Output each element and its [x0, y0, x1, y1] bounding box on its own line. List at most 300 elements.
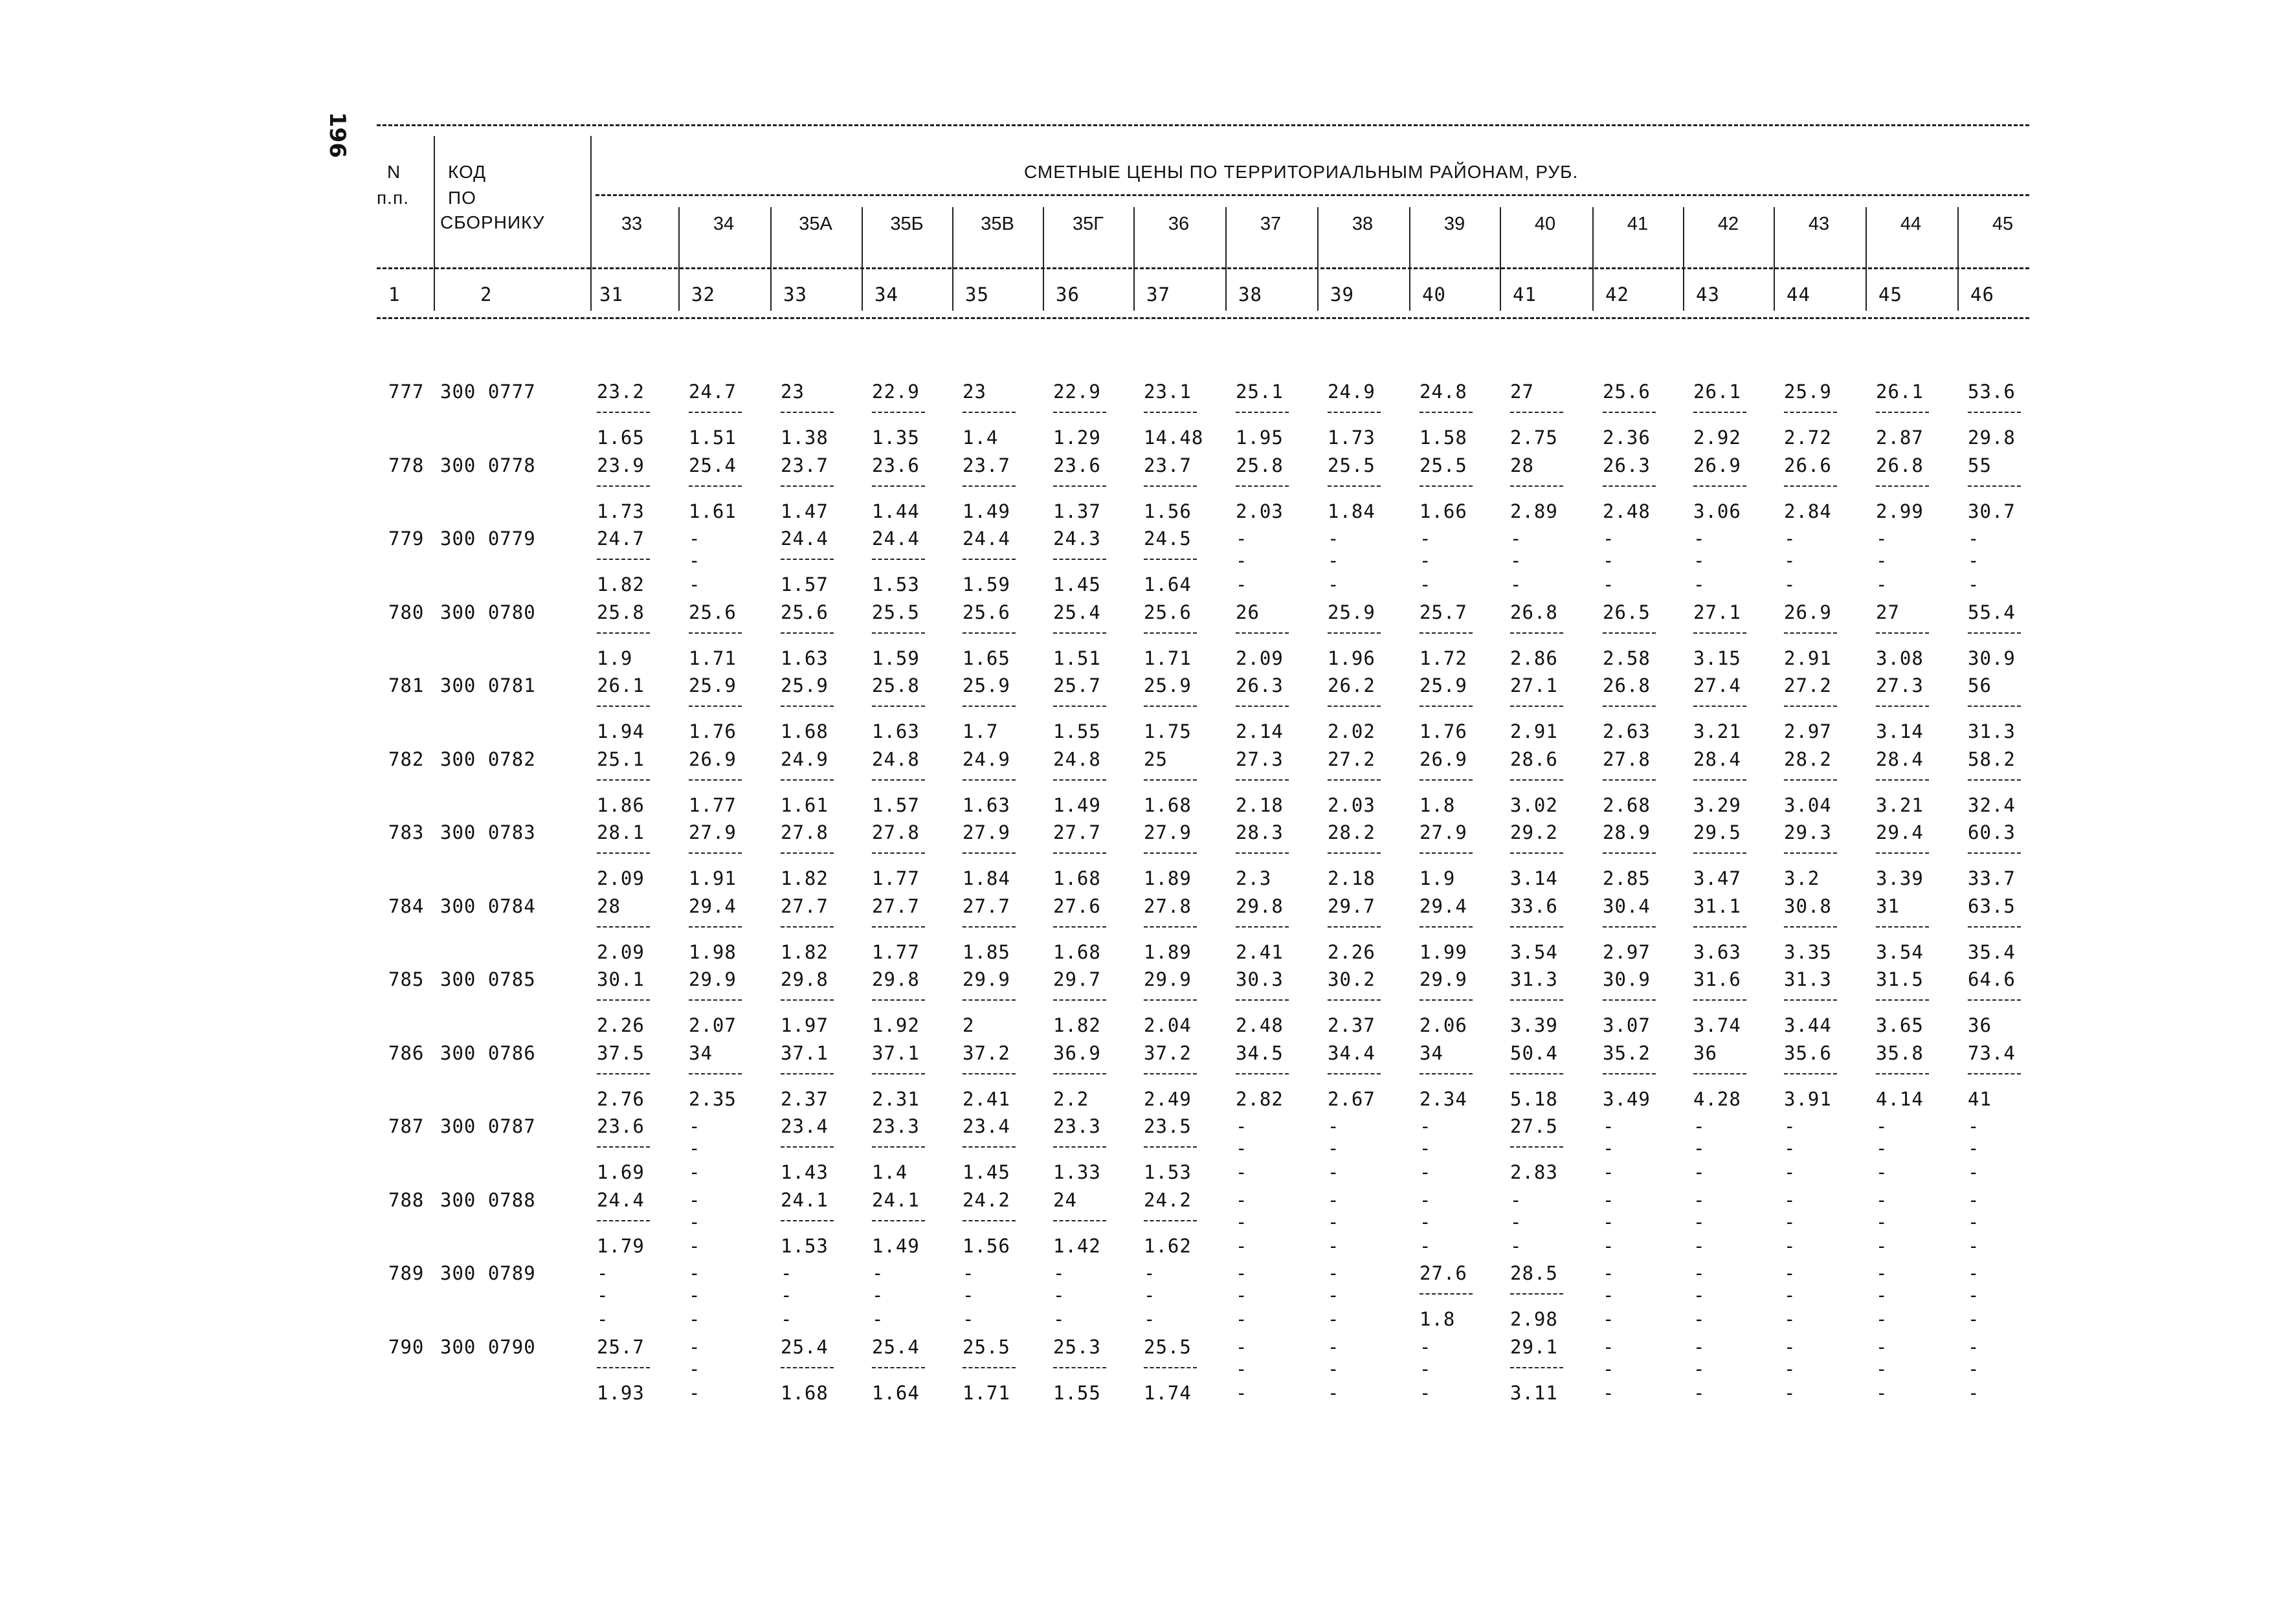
fraction-rule [1603, 852, 1656, 854]
fraction-rule [1236, 485, 1289, 487]
price-bottom: - [1420, 1161, 1432, 1183]
price-top: - [1603, 1115, 1615, 1137]
price-top: 24.9 [781, 748, 829, 770]
price-bottom: 3.21 [1693, 720, 1741, 742]
price-bottom: 1.37 [1053, 500, 1101, 522]
district-header: 41 [1627, 214, 1649, 234]
price-top: 56 [1968, 674, 1992, 696]
fraction-rule [963, 485, 1016, 487]
price-top: 26.9 [689, 748, 737, 770]
price-top: 27.4 [1693, 674, 1741, 696]
fraction-rule [1510, 1293, 1563, 1295]
price-bottom: 3.49 [1603, 1087, 1651, 1110]
price-top: 27.2 [1784, 674, 1832, 696]
fraction-rule [1603, 999, 1656, 1001]
price-top: - [1784, 1115, 1796, 1137]
fraction-rule [963, 706, 1016, 707]
price-bottom: 2.3 [1236, 867, 1272, 889]
price-bottom: 1.76 [1420, 720, 1467, 742]
fraction-rule [1510, 632, 1563, 634]
price-bottom: - [1968, 1381, 1980, 1404]
price-bottom: 1.86 [597, 794, 645, 816]
row-number: 781 [388, 674, 425, 696]
price-bottom: 2.63 [1603, 720, 1651, 742]
price-bottom: 1.77 [872, 940, 920, 963]
column-number: 42 [1605, 284, 1629, 306]
price-bottom: 1.53 [1144, 1161, 1192, 1183]
fraction-rule [1144, 485, 1197, 487]
fraction-rule [1693, 926, 1746, 928]
price-top: 23.5 [1144, 1115, 1192, 1137]
price-top: - [689, 1188, 701, 1211]
price-top: 29.9 [1420, 968, 1467, 990]
price-top: 34 [689, 1041, 713, 1064]
header-top-rule [377, 124, 2029, 126]
fraction-rule [781, 999, 834, 1001]
fraction-rule: - [689, 1137, 701, 1159]
price-bottom: 2.97 [1784, 720, 1832, 742]
fraction-rule [872, 485, 925, 487]
fraction-rule: - [597, 1284, 609, 1306]
fraction-rule [1784, 926, 1837, 928]
price-top: 29.8 [872, 968, 920, 990]
price-bottom: 2.99 [1876, 500, 1924, 522]
fraction-rule: - [689, 1284, 701, 1306]
price-bottom: - [1693, 573, 1706, 595]
price-top: - [1693, 1115, 1706, 1137]
price-bottom: - [1876, 1161, 1888, 1183]
fraction-rule [1420, 999, 1473, 1001]
fraction-rule: - [1510, 1210, 1522, 1233]
row-number: 779 [388, 528, 425, 550]
price-bottom: 3.21 [1876, 794, 1924, 816]
fraction-rule: - [1420, 550, 1432, 572]
price-top: - [1236, 528, 1248, 550]
fraction-rule: - [1968, 1137, 1980, 1159]
price-bottom: 1.45 [1053, 573, 1101, 595]
fraction-rule [1693, 485, 1746, 487]
col-n-label-2: п.п. [377, 188, 409, 208]
district-header: 40 [1534, 214, 1556, 234]
price-bottom: 1.63 [872, 720, 920, 742]
fraction-rule [1693, 706, 1746, 707]
price-bottom: 2.91 [1784, 647, 1832, 669]
price-bottom: - [1784, 1161, 1796, 1183]
price-bottom: 3.74 [1693, 1014, 1741, 1036]
row-number: 788 [388, 1188, 425, 1211]
fraction-rule [689, 999, 742, 1001]
price-bottom: - [597, 1308, 609, 1330]
price-bottom: 3.63 [1693, 940, 1741, 963]
price-top: 25.6 [963, 601, 1010, 623]
price-bottom: 31.3 [1968, 720, 2016, 742]
price-top: 25.6 [689, 601, 737, 623]
fraction-rule [1603, 779, 1656, 781]
fraction-rule: - [689, 1210, 701, 1233]
fraction-rule [597, 412, 650, 413]
fraction-rule [872, 412, 925, 413]
fraction-rule [1053, 1367, 1106, 1368]
fraction-rule [1510, 999, 1563, 1001]
price-bottom: 1.53 [781, 1234, 829, 1257]
price-bottom: 2.14 [1236, 720, 1284, 742]
price-bottom: - [1784, 1381, 1796, 1404]
price-top: 29.8 [781, 968, 829, 990]
price-top: 23.6 [597, 1115, 645, 1137]
price-top: - [1236, 1262, 1248, 1284]
fraction-rule [689, 412, 742, 413]
price-top: - [1968, 1115, 1980, 1137]
district-separator [862, 207, 863, 311]
fraction-rule [1236, 632, 1289, 634]
price-bottom: - [1328, 1234, 1340, 1257]
price-bottom: 2.09 [597, 867, 645, 889]
price-bottom: 2.85 [1603, 867, 1651, 889]
price-top: 28.4 [1693, 748, 1741, 770]
price-bottom: - [1784, 1234, 1796, 1257]
fraction-rule [1784, 852, 1837, 854]
fraction-rule: - [872, 1284, 884, 1306]
row-code: 300 0777 [440, 381, 536, 403]
price-bottom: - [689, 573, 701, 595]
district-header: 38 [1352, 214, 1374, 234]
fraction-rule [1328, 1073, 1381, 1074]
price-top: 26.9 [1693, 454, 1741, 476]
price-top: - [1328, 1188, 1340, 1211]
price-bottom: 2.91 [1510, 720, 1558, 742]
fraction-rule [597, 485, 650, 487]
price-bottom: 1.84 [1328, 500, 1375, 522]
price-bottom: 2.68 [1603, 794, 1651, 816]
price-bottom: 2.03 [1236, 500, 1284, 522]
price-bottom: 3.54 [1876, 940, 1924, 963]
header-mid-rule [596, 194, 2029, 196]
price-bottom: 2.06 [1420, 1014, 1467, 1036]
fraction-rule [1968, 1073, 2021, 1074]
price-bottom: - [689, 1234, 701, 1257]
row-code: 300 0779 [440, 528, 536, 550]
fraction-rule: - [1693, 1357, 1706, 1380]
fraction-rule: - [1693, 1210, 1706, 1233]
price-top: - [1236, 1115, 1248, 1137]
price-bottom: 1.77 [689, 794, 737, 816]
price-top: 24 [1053, 1188, 1077, 1211]
fraction-rule [1420, 485, 1473, 487]
row-number: 780 [388, 601, 425, 623]
price-top: - [1968, 1188, 1980, 1211]
fraction-rule [1876, 999, 1929, 1001]
row-number: 784 [388, 895, 425, 917]
price-bottom: 1.9 [1420, 867, 1456, 889]
fraction-rule [1693, 632, 1746, 634]
price-top: 25.4 [689, 454, 737, 476]
price-top: 24.1 [781, 1188, 829, 1211]
fraction-rule [1053, 852, 1106, 854]
price-bottom: - [1693, 1161, 1706, 1183]
price-bottom: - [1603, 573, 1615, 595]
price-bottom: 1.63 [963, 794, 1010, 816]
fraction-rule [781, 779, 834, 781]
fraction-rule [1236, 999, 1289, 1001]
column-number: 46 [1970, 284, 1994, 306]
price-bottom: 36 [1968, 1014, 1992, 1036]
price-top: 30.8 [1784, 895, 1832, 917]
price-top: 28.9 [1603, 821, 1651, 843]
price-top: 27.1 [1693, 601, 1741, 623]
price-top: 24.1 [872, 1188, 920, 1211]
price-bottom: 3.44 [1784, 1014, 1832, 1036]
price-bottom: 3.02 [1510, 794, 1558, 816]
fraction-rule [1693, 999, 1746, 1001]
price-bottom: 2.48 [1236, 1014, 1284, 1036]
fraction-rule [1144, 1367, 1197, 1368]
fraction-rule [963, 412, 1016, 413]
price-top: 35.8 [1876, 1041, 1924, 1064]
fraction-rule [1784, 706, 1837, 707]
price-bottom: 2.83 [1510, 1161, 1558, 1183]
fraction-rule: - [1784, 1357, 1796, 1380]
price-bottom: 1.49 [963, 500, 1010, 522]
price-top: - [1053, 1262, 1065, 1284]
price-bottom: - [689, 1381, 701, 1404]
price-top: 24.8 [1420, 381, 1467, 403]
fraction-rule [597, 706, 650, 707]
fraction-rule: - [1693, 550, 1706, 572]
price-top: 23.9 [597, 454, 645, 476]
table-title: СМЕТНЫЕ ЦЕНЫ ПО ТЕРРИТОРИАЛЬНЫМ РАЙОНАМ, РУБ. [1024, 162, 1579, 182]
price-top: 27.5 [1510, 1115, 1558, 1137]
price-top: 58.2 [1968, 748, 2016, 770]
price-bottom: - [1420, 1381, 1432, 1404]
fraction-rule [1053, 779, 1106, 781]
fraction-rule: - [1236, 1137, 1248, 1159]
row-code: 300 0784 [440, 895, 536, 917]
fraction-rule [1968, 632, 2021, 634]
price-bottom: 1.98 [689, 940, 737, 963]
fraction-rule: - [1784, 1210, 1796, 1233]
fraction-rule [1603, 412, 1656, 413]
price-bottom: 2.89 [1510, 500, 1558, 522]
price-top: 27.3 [1876, 674, 1924, 696]
price-bottom: 1.65 [597, 427, 645, 449]
price-bottom: 2.92 [1693, 427, 1741, 449]
price-top: 27.2 [1328, 748, 1375, 770]
fraction-rule [1144, 559, 1197, 560]
price-bottom: 1.71 [963, 1381, 1010, 1404]
price-bottom: 1.93 [597, 1381, 645, 1404]
fraction-rule [872, 852, 925, 854]
price-bottom: 1.89 [1144, 867, 1192, 889]
fraction-rule [1784, 779, 1837, 781]
price-bottom: 1.82 [781, 867, 829, 889]
price-bottom: 1.79 [597, 1234, 645, 1257]
column-number: 43 [1696, 284, 1720, 306]
fraction-rule [1328, 926, 1381, 928]
fraction-rule [1603, 706, 1656, 707]
fraction-rule: - [1693, 1137, 1706, 1159]
fraction-rule [1053, 559, 1106, 560]
price-top: 31.1 [1693, 895, 1741, 917]
price-bottom: 2.41 [1236, 940, 1284, 963]
district-header: 37 [1260, 214, 1282, 234]
price-top: 37.2 [1144, 1041, 1192, 1064]
district-header: 34 [713, 214, 735, 234]
price-bottom: 2.2 [1053, 1087, 1089, 1110]
fraction-rule [963, 1367, 1016, 1368]
price-top: - [1510, 528, 1522, 550]
price-bottom: 3.08 [1876, 647, 1924, 669]
fraction-rule [781, 1367, 834, 1368]
price-top: - [963, 1262, 975, 1284]
price-bottom: 2.04 [1144, 1014, 1192, 1036]
price-top: 30.4 [1603, 895, 1651, 917]
price-bottom: 1.94 [597, 720, 645, 742]
column-number: 1 [388, 284, 401, 306]
price-bottom: 1.59 [872, 647, 920, 669]
fraction-rule [963, 1220, 1016, 1221]
fraction-rule [1420, 779, 1473, 781]
price-top: 23.6 [1053, 454, 1101, 476]
price-top: 27.6 [1053, 895, 1101, 917]
price-top: 24.7 [597, 528, 645, 550]
fraction-rule: - [1420, 1210, 1432, 1233]
column-number: 31 [599, 284, 623, 306]
fraction-rule: - [1603, 1284, 1615, 1306]
row-number: 787 [388, 1115, 425, 1137]
price-top: - [597, 1262, 609, 1284]
fraction-rule [781, 1220, 834, 1221]
price-top: - [1603, 528, 1615, 550]
fraction-rule [1328, 706, 1381, 707]
fraction-rule [1144, 999, 1197, 1001]
fraction-rule [1603, 632, 1656, 634]
price-top: - [1328, 1335, 1340, 1358]
fraction-rule: - [1603, 1137, 1615, 1159]
price-top: 31.5 [1876, 968, 1924, 990]
price-top: 24.2 [963, 1188, 1010, 1211]
price-top: 23.7 [1144, 454, 1192, 476]
price-top: 26.8 [1603, 674, 1651, 696]
price-top: 27.8 [1144, 895, 1192, 917]
fraction-rule: - [1328, 550, 1340, 572]
fraction-rule [1510, 852, 1563, 854]
fraction-rule [597, 852, 650, 854]
price-bottom: 3.07 [1603, 1014, 1651, 1036]
price-bottom: 1.73 [1328, 427, 1375, 449]
fraction-rule [1053, 1073, 1106, 1074]
row-code: 300 0781 [440, 674, 536, 696]
price-bottom: - [1693, 1381, 1706, 1404]
price-bottom: 1.66 [1420, 500, 1467, 522]
price-bottom: 2.09 [1236, 647, 1284, 669]
price-bottom: 2.07 [689, 1014, 737, 1036]
district-header: 45 [1992, 214, 2014, 234]
column-number: 2 [480, 284, 493, 306]
price-bottom: 3.14 [1876, 720, 1924, 742]
price-top: 30.2 [1328, 968, 1375, 990]
price-bottom: 4.14 [1876, 1087, 1924, 1110]
column-number: 32 [691, 284, 715, 306]
fraction-rule [1144, 926, 1197, 928]
price-top: 73.4 [1968, 1041, 2016, 1064]
price-top: 23.6 [872, 454, 920, 476]
column-number: 45 [1878, 284, 1902, 306]
price-top: - [1603, 1335, 1615, 1358]
price-top: 25.4 [781, 1335, 829, 1358]
fraction-rule [1236, 852, 1289, 854]
price-bottom: 30.9 [1968, 647, 2016, 669]
price-bottom: 1.33 [1053, 1161, 1101, 1183]
price-bottom: 3.39 [1876, 867, 1924, 889]
price-bottom: 1.76 [689, 720, 737, 742]
fraction-rule [1603, 485, 1656, 487]
price-top: 23.7 [963, 454, 1010, 476]
price-top: 24.4 [872, 528, 920, 550]
fraction-rule [872, 706, 925, 707]
fraction-rule [1968, 706, 2021, 707]
price-bottom: 1.58 [1420, 427, 1467, 449]
fraction-rule: - [963, 1284, 975, 1306]
price-bottom: 2.35 [689, 1087, 737, 1110]
price-top: 28.3 [1236, 821, 1284, 843]
fraction-rule: - [1603, 1357, 1615, 1380]
price-top: - [1784, 528, 1796, 550]
price-top: 31 [1876, 895, 1900, 917]
price-top: 24.4 [781, 528, 829, 550]
district-separator [1957, 207, 1959, 311]
row-number: 777 [388, 381, 425, 403]
column-number: 41 [1513, 284, 1537, 306]
price-bottom: 1.8 [1420, 1308, 1456, 1330]
price-bottom: 2 [963, 1014, 975, 1036]
fraction-rule [1328, 412, 1381, 413]
page-number: 196 [324, 112, 350, 158]
price-top: 25.9 [1420, 674, 1467, 696]
price-top: 26.6 [1784, 454, 1832, 476]
price-bottom: - [1968, 1308, 1980, 1330]
price-bottom: 32.4 [1968, 794, 2016, 816]
price-bottom: 1.56 [1144, 500, 1192, 522]
fraction-rule [1328, 779, 1381, 781]
price-top: 23.3 [872, 1115, 920, 1137]
header-bottom-rule [377, 267, 2029, 269]
fraction-rule [1510, 779, 1563, 781]
fraction-rule: - [781, 1284, 793, 1306]
price-top: 30.9 [1603, 968, 1651, 990]
fraction-rule [689, 779, 742, 781]
fraction-rule [1876, 779, 1929, 781]
price-top: - [1420, 528, 1432, 550]
price-bottom: 1.63 [781, 647, 829, 669]
column-number: 35 [965, 284, 989, 306]
price-bottom: 2.37 [781, 1087, 829, 1110]
fraction-rule [1876, 926, 1929, 928]
price-top: 26.2 [1328, 674, 1375, 696]
price-bottom: 1.49 [1053, 794, 1101, 816]
row-number: 783 [388, 821, 425, 843]
price-top: 30.3 [1236, 968, 1284, 990]
price-bottom: - [689, 1161, 701, 1183]
fraction-rule [1420, 706, 1473, 707]
price-top: 29.7 [1328, 895, 1375, 917]
fraction-rule [1328, 852, 1381, 854]
price-bottom: 1.42 [1053, 1234, 1101, 1257]
fraction-rule [1053, 485, 1106, 487]
price-top: - [1420, 1335, 1432, 1358]
row-code: 300 0782 [440, 748, 536, 770]
fraction-rule: - [1968, 550, 1980, 572]
price-top: - [1328, 1115, 1340, 1137]
